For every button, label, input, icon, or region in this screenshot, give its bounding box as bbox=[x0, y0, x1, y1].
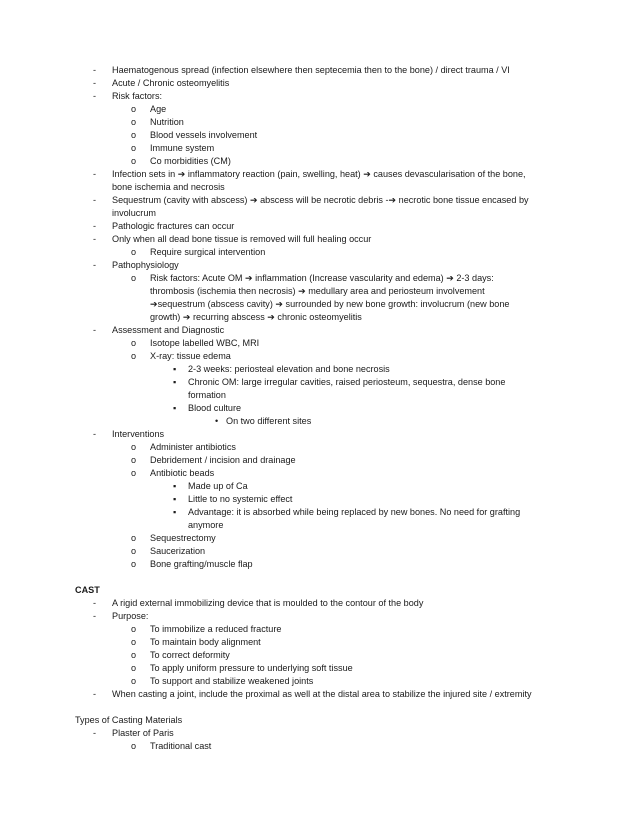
line-text: growth) ➔ recurring abscess ➔ chronic osteomyelitis bbox=[150, 312, 362, 322]
bullet-marker: ▪ bbox=[173, 481, 177, 491]
line-text: Blood culture bbox=[188, 403, 242, 413]
bullet-marker: - bbox=[93, 78, 97, 88]
line-text: To maintain body alignment bbox=[150, 637, 261, 647]
bullet-marker: - bbox=[93, 325, 97, 335]
bullet-marker: o bbox=[131, 247, 137, 257]
line-text: Made up of Ca bbox=[188, 481, 248, 491]
bullet-marker: - bbox=[93, 195, 97, 205]
bullet-marker: o bbox=[131, 533, 137, 543]
line-text: When casting a joint, include the proximal as well at the distal area to stabilize the injured site / extremity bbox=[112, 689, 532, 699]
line-text: Plaster of Paris bbox=[112, 728, 174, 738]
bullet-marker: o bbox=[131, 117, 137, 127]
line-text: To support and stabilize weakened joints bbox=[150, 676, 314, 686]
bullet-marker: o bbox=[131, 104, 137, 114]
line-text: Isotope labelled WBC, MRI bbox=[150, 338, 260, 348]
bullet-marker: - bbox=[93, 169, 97, 179]
line-text: Types of Casting Materials bbox=[75, 715, 183, 725]
line-text: Co morbidities (CM) bbox=[150, 156, 231, 166]
line-text: 2-3 weeks: periosteal elevation and bone necrosis bbox=[188, 364, 390, 374]
line-text: anymore bbox=[188, 520, 224, 530]
line-text: Haematogenous spread (infection elsewhere then septecemia then to the bone) / direct trauma / VI bbox=[112, 65, 510, 75]
line-text: Assessment and Diagnostic bbox=[112, 325, 225, 335]
bullet-marker: ▪ bbox=[173, 364, 177, 374]
line-text: Traditional cast bbox=[150, 741, 212, 751]
bullet-marker: • bbox=[215, 416, 219, 426]
line-text: Age bbox=[150, 104, 167, 114]
bullet-marker: ▪ bbox=[173, 403, 177, 413]
bullet-marker: o bbox=[131, 559, 137, 569]
bullet-marker: o bbox=[131, 143, 137, 153]
bullet-marker: o bbox=[131, 442, 137, 452]
bullet-marker: o bbox=[131, 156, 137, 166]
bullet-marker: ▪ bbox=[173, 507, 177, 517]
line-text: Sequestrum (cavity with abscess) ➔ abscess will be necrotic debris -➔ necrotic bone tissue encased by bbox=[112, 195, 529, 205]
bullet-marker: o bbox=[131, 624, 137, 634]
line-text: Interventions bbox=[112, 429, 165, 439]
bullet-marker: - bbox=[93, 234, 97, 244]
line-text: X-ray: tissue edema bbox=[150, 351, 231, 361]
bullet-marker: ▪ bbox=[173, 494, 177, 504]
line-text: Acute / Chronic osteomyelitis bbox=[112, 78, 230, 88]
bullet-marker: ▪ bbox=[173, 377, 177, 387]
bullet-marker: - bbox=[93, 728, 97, 738]
bullet-marker: - bbox=[93, 429, 97, 439]
line-text: A rigid external immobilizing device that is moulded to the contour of the body bbox=[112, 598, 424, 608]
line-text: Risk factors: Acute OM ➔ inflammation (Increase vascularity and edema) ➔ 2-3 days: bbox=[150, 273, 494, 283]
line-text: Debridement / incision and drainage bbox=[150, 455, 296, 465]
bullet-marker: o bbox=[131, 741, 137, 751]
bullet-marker: - bbox=[93, 689, 97, 699]
line-text: thrombosis (ischemia then necrosis) ➔ medullary area and periosteum involvement bbox=[150, 286, 485, 296]
bullet-marker: o bbox=[131, 455, 137, 465]
line-text: Infection sets in ➔ inflammatory reaction (pain, swelling, heat) ➔ causes devascularisation of the bone, bbox=[112, 169, 526, 179]
bullet-marker: - bbox=[93, 598, 97, 608]
line-text: Advantage: it is absorbed while being replaced by new bones. No need for grafting bbox=[188, 507, 521, 517]
line-text: ➔sequestrum (abscess cavity) ➔ surrounded by new bone growth: involucrum (new bone bbox=[150, 299, 510, 309]
bullet-marker: - bbox=[93, 65, 97, 75]
line-text: Chronic OM: large irregular cavities, raised periosteum, sequestra, dense bone bbox=[188, 377, 506, 387]
line-text: Sequestrectomy bbox=[150, 533, 216, 543]
bullet-marker: - bbox=[93, 260, 97, 270]
bullet-marker: - bbox=[93, 221, 97, 231]
line-text: Require surgical intervention bbox=[150, 247, 266, 257]
line-text: Purpose: bbox=[112, 611, 149, 621]
line-text: bone ischemia and necrosis bbox=[112, 182, 225, 192]
line-text: Risk factors: bbox=[112, 91, 163, 101]
line-text: Saucerization bbox=[150, 546, 206, 556]
bullet-marker: - bbox=[93, 611, 97, 621]
bullet-marker: o bbox=[131, 650, 137, 660]
bullet-marker: o bbox=[131, 676, 137, 686]
line-text: Nutrition bbox=[150, 117, 184, 127]
bullet-marker: o bbox=[131, 637, 137, 647]
line-text: involucrum bbox=[112, 208, 156, 218]
line-text: Immune system bbox=[150, 143, 215, 153]
line-text: Antibiotic beads bbox=[150, 468, 215, 478]
bullet-marker: o bbox=[131, 351, 137, 361]
line-text: On two different sites bbox=[226, 416, 312, 426]
line-text: Bone grafting/muscle flap bbox=[150, 559, 253, 569]
bullet-marker: o bbox=[131, 546, 137, 556]
line-text: To apply uniform pressure to underlying soft tissue bbox=[150, 663, 353, 673]
bullet-marker: o bbox=[131, 468, 137, 478]
section-heading: CAST bbox=[75, 585, 100, 595]
line-text: Pathophysiology bbox=[112, 260, 179, 270]
bullet-marker: o bbox=[131, 130, 137, 140]
line-text: Little to no systemic effect bbox=[188, 494, 293, 504]
line-text: Administer antibiotics bbox=[150, 442, 236, 452]
line-text: formation bbox=[188, 390, 226, 400]
bullet-marker: - bbox=[93, 91, 97, 101]
line-text: Blood vessels involvement bbox=[150, 130, 258, 140]
line-text: Only when all dead bone tissue is removed will full healing occur bbox=[112, 234, 372, 244]
line-text: Pathologic fractures can occur bbox=[112, 221, 235, 231]
bullet-marker: o bbox=[131, 338, 137, 348]
line-text: To correct deformity bbox=[150, 650, 230, 660]
bullet-marker: o bbox=[131, 273, 137, 283]
line-text: To immobilize a reduced fracture bbox=[150, 624, 282, 634]
bullet-marker: o bbox=[131, 663, 137, 673]
